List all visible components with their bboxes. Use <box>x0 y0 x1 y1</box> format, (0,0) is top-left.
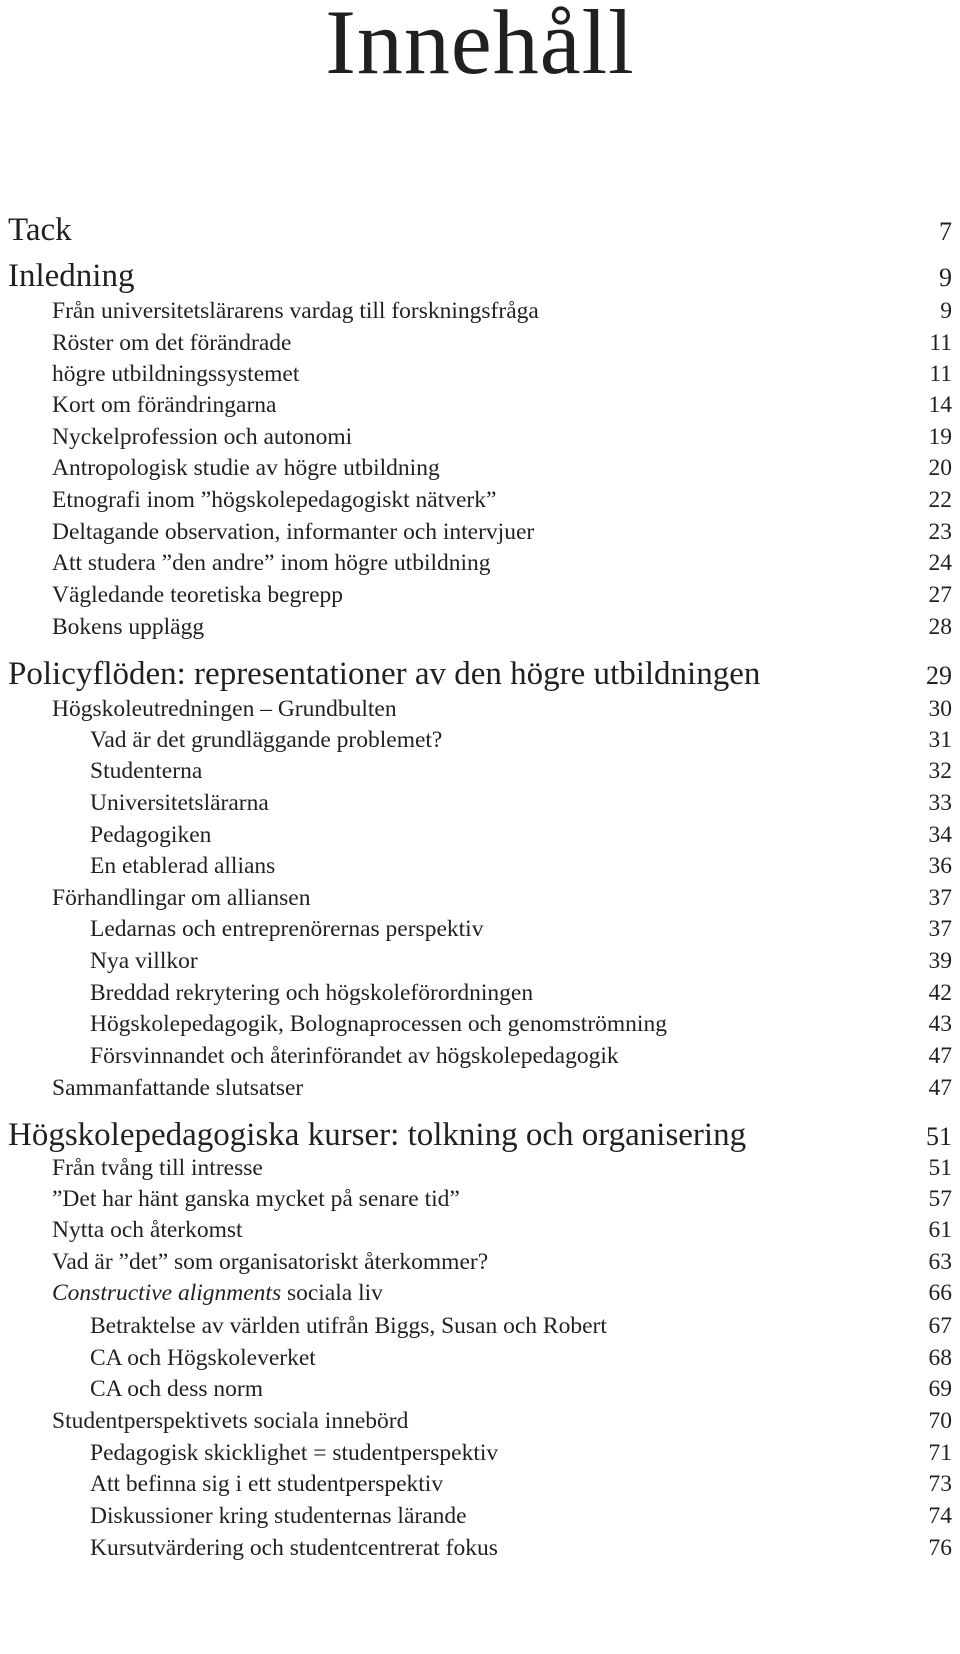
toc-entry-title: Ledarnas och entreprenörernas perspektiv <box>90 916 484 942</box>
toc-entry <box>8 656 952 693</box>
toc-entry <box>8 1280 952 1307</box>
toc-entry <box>8 1075 952 1102</box>
toc-entry-title: Vad är ”det” som organisatoriskt återkommer? <box>52 1249 489 1275</box>
toc-entry-title: Betraktelse av världen utifrån Biggs, Susan och Robert <box>90 1313 607 1339</box>
toc-entry-title: Deltagande observation, informanter och intervjuer <box>52 519 535 545</box>
toc-entry-title: Försvinnandet och återinförandet av högskolepedagogik <box>90 1043 619 1069</box>
toc-entry <box>8 487 952 514</box>
toc-entry-page-number: 37 <box>928 885 952 911</box>
toc-entry-title: Att studera ”den andre” inom högre utbildning <box>52 550 491 576</box>
toc-entry <box>8 1117 952 1154</box>
toc-entry-title: CA och dess norm <box>90 1376 263 1402</box>
toc-entry-title: CA och Högskoleverket <box>90 1345 316 1371</box>
toc-entry <box>8 1186 952 1213</box>
toc-entry-title: Breddad rekrytering och högskoleförordningen <box>90 980 534 1006</box>
toc-entry <box>8 853 952 880</box>
toc-entry-title: Policyflöden: representationer av den högre utbildningen <box>8 656 761 692</box>
toc-entry-page-number: 9 <box>940 298 952 324</box>
toc-entry-title: Nyckelprofession och autonomi <box>52 424 353 450</box>
toc-entry-title: Universitetslärarna <box>90 790 269 816</box>
toc-entry-title: Antropologisk studie av högre utbildning <box>52 455 440 481</box>
toc-entry <box>8 1471 952 1498</box>
toc-entry-page-number: 43 <box>928 1011 952 1037</box>
toc-entry-title-rest: sociala liv <box>281 1280 383 1306</box>
toc-entry-title: Från universitetslärarens vardag till forskningsfråga <box>52 298 539 324</box>
toc-entry-page-number: 36 <box>928 853 952 879</box>
toc-entry-page-number: 51 <box>928 1155 952 1181</box>
toc-entry <box>8 258 952 295</box>
toc-entry <box>8 1313 952 1340</box>
toc-entry-page-number: 66 <box>928 1280 952 1306</box>
toc-entry-title-italic: Constructive alignments <box>52 1280 282 1306</box>
toc-entry-title: Studentperspektivets sociala innebörd <box>52 1408 409 1434</box>
toc-entry-page-number: 31 <box>928 727 952 753</box>
toc-entry <box>8 758 952 785</box>
toc-entry <box>8 1503 952 1530</box>
toc-entry-title: Röster om det förändrade <box>52 330 292 356</box>
toc-entry-page-number: 37 <box>928 916 952 942</box>
toc-entry <box>8 455 952 482</box>
toc-entry-title: Kort om förändringarna <box>52 392 277 418</box>
toc-entry-title: Från tvång till intresse <box>52 1155 263 1181</box>
toc-entry-title: Diskussioner kring studenternas lärande <box>90 1503 467 1529</box>
toc-entry <box>8 916 952 943</box>
toc-entry-page-number: 51 <box>926 1122 952 1151</box>
toc-entry-page-number: 70 <box>928 1408 952 1434</box>
page-title: Innehåll <box>325 0 635 93</box>
toc-entry-page-number: 33 <box>928 790 952 816</box>
toc-entry <box>8 1345 952 1372</box>
toc-entry <box>8 298 952 325</box>
toc-entry-page-number: 9 <box>939 263 952 292</box>
toc-entry-title: Högskolepedagogik, Bolognaprocessen och genomströmning <box>90 1011 667 1037</box>
toc-entry-title: Bokens upplägg <box>52 614 205 640</box>
toc-entry-title: Etnografi inom ”högskolepedagogiskt nätverk” <box>52 487 497 513</box>
toc-entry-title <box>52 1280 383 1307</box>
toc-entry-page-number: 30 <box>928 696 952 722</box>
toc-entry-page-number: 20 <box>928 455 952 481</box>
toc-entry-page-number: 11 <box>929 361 952 387</box>
toc-entry <box>8 1155 952 1182</box>
toc-entry <box>8 696 952 723</box>
toc-entry-title: Vägledande teoretiska begrepp <box>52 582 344 608</box>
table-of-contents <box>8 0 952 1654</box>
toc-entry <box>8 1408 952 1435</box>
toc-entry <box>8 948 952 975</box>
toc-entry <box>8 1011 952 1038</box>
toc-entry-page-number: 32 <box>928 758 952 784</box>
toc-entry-page-number: 27 <box>928 582 952 608</box>
toc-entry-title: Studenterna <box>90 758 203 784</box>
toc-entry-page-number: 61 <box>928 1217 952 1243</box>
toc-entry-page-number: 71 <box>928 1440 952 1466</box>
toc-entry <box>8 1043 952 1070</box>
toc-entry-title: Sammanfattande slutsatser <box>52 1075 304 1101</box>
toc-entry-page-number: 67 <box>928 1313 952 1339</box>
toc-entry-title: Pedagogisk skicklighet = studentperspektiv <box>90 1440 499 1466</box>
toc-entry-page-number: 22 <box>928 487 952 513</box>
toc-entry-page-number: 19 <box>928 424 952 450</box>
toc-entry-page-number: 7 <box>939 217 952 246</box>
toc-entry-title: Inledning <box>8 258 135 294</box>
toc-entry <box>8 361 952 388</box>
toc-entry <box>8 424 952 451</box>
toc-entry-title: Högskoleutredningen – Grundbulten <box>52 696 397 722</box>
toc-entry <box>8 790 952 817</box>
toc-entry-page-number: 47 <box>928 1075 952 1101</box>
toc-entry-title: En etablerad allians <box>90 853 276 879</box>
toc-entry <box>8 614 952 641</box>
toc-entry-title: Förhandlingar om alliansen <box>52 885 311 911</box>
toc-entry <box>8 1217 952 1244</box>
toc-entry <box>8 822 952 849</box>
toc-entry-page-number: 63 <box>928 1249 952 1275</box>
toc-entry-page-number: 23 <box>928 519 952 545</box>
toc-entry <box>8 330 952 357</box>
toc-entry-page-number: 76 <box>928 1535 952 1561</box>
toc-entry <box>8 1376 952 1403</box>
toc-entry <box>8 885 952 912</box>
toc-entry <box>8 582 952 609</box>
toc-entry-page-number: 57 <box>928 1186 952 1212</box>
toc-entry-title: ”Det har hänt ganska mycket på senare tid” <box>52 1186 460 1212</box>
toc-entry <box>8 550 952 577</box>
toc-entry-title: högre utbildningssystemet <box>52 361 300 387</box>
toc-entry-page-number: 11 <box>929 330 952 356</box>
toc-entry-page-number: 73 <box>928 1471 952 1497</box>
toc-entry <box>8 519 952 546</box>
toc-entry-title: Tack <box>8 212 72 248</box>
toc-entry <box>8 1249 952 1276</box>
toc-entry-page-number: 42 <box>928 980 952 1006</box>
toc-entry <box>8 392 952 419</box>
toc-entry-page-number: 47 <box>928 1043 952 1069</box>
toc-entry <box>8 1440 952 1467</box>
toc-entry-page-number: 74 <box>928 1503 952 1529</box>
toc-entry-page-number: 39 <box>928 948 952 974</box>
toc-entry-title: Nya villkor <box>90 948 198 974</box>
toc-entry-page-number: 28 <box>928 614 952 640</box>
toc-entry-page-number: 68 <box>928 1345 952 1371</box>
toc-entry-title: Vad är det grundläggande problemet? <box>90 727 443 753</box>
toc-entry-page-number: 69 <box>928 1376 952 1402</box>
toc-entry-title: Pedagogiken <box>90 822 212 848</box>
toc-entry <box>8 980 952 1007</box>
toc-entry-title: Att befinna sig i ett studentperspektiv <box>90 1471 444 1497</box>
toc-entry-title: Kursutvärdering och studentcentrerat fokus <box>90 1535 498 1561</box>
toc-entry-page-number: 29 <box>926 661 952 690</box>
toc-entry-title: Högskolepedagogiska kurser: tolkning och organisering <box>8 1117 747 1153</box>
toc-entry <box>8 212 952 249</box>
toc-entry <box>8 1535 952 1562</box>
toc-entry <box>8 727 952 754</box>
toc-entry-page-number: 14 <box>928 392 952 418</box>
toc-entry-title: Nytta och återkomst <box>52 1217 243 1243</box>
toc-entry-page-number: 34 <box>928 822 952 848</box>
toc-entry-page-number: 24 <box>928 550 952 576</box>
